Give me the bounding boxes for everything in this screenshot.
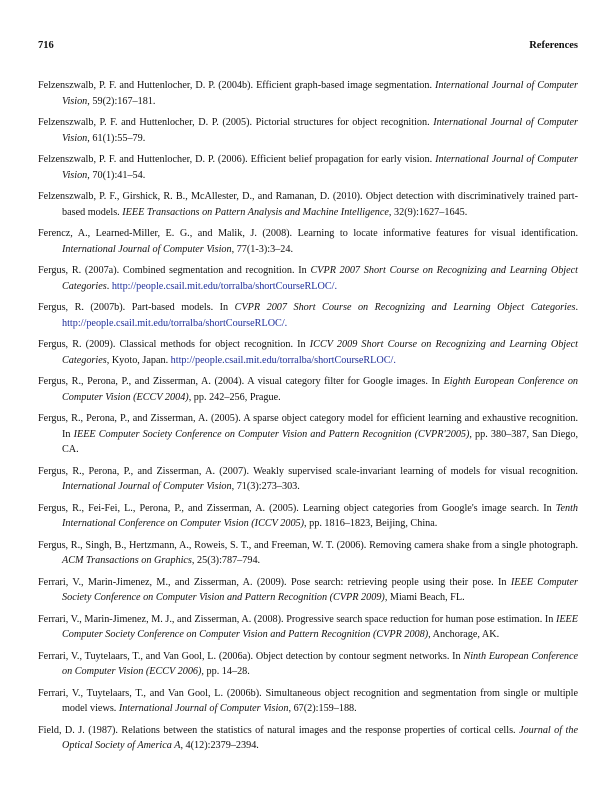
reference-authors: Felzenszwalb, P. F. and Huttenlocher, D. P. (2006).	[38, 154, 248, 165]
reference-details: , 61(1):55–79.	[87, 132, 146, 144]
reference-title: Progressive search space reduction for human pose estimation. In	[286, 613, 554, 625]
reference-title: Weakly supervised scale-invariant learning of models for visual recognition.	[253, 465, 578, 477]
reference-details: , pp. 242–256, Prague.	[188, 391, 281, 403]
reference-authors: Fergus, R., Perona, P., and Zisserman, A. (2004).	[38, 376, 245, 387]
reference-venue: ICCV 2009 Short Course on Recognizing and Learning Object Categories	[62, 339, 578, 366]
reference-entry	[38, 686, 578, 717]
reference-title: Object detection by contour segment networks. In	[255, 650, 461, 662]
reference-details: , 67(2):159–188.	[288, 703, 357, 715]
reference-entry	[38, 538, 578, 569]
reference-details: , 71(3):273–303.	[231, 481, 300, 493]
reference-venue: International Journal of Computer Vision	[62, 154, 578, 181]
reference-venue: International Journal of Computer Vision	[62, 117, 578, 144]
reference-title: A sparse object category model for efficient learning and exhaustive recognition. In	[62, 413, 579, 440]
reference-authors: Field, D. J. (1987).	[38, 724, 118, 736]
reference-entry	[38, 78, 578, 109]
reference-venue: IEEE Computer Society Conference on Computer Vision and Pattern Recognition (CVPR 2008)	[62, 613, 578, 641]
reference-details: , Miami Beach, FL.	[384, 592, 465, 604]
reference-details: , 32(9):1627–1645.	[388, 206, 468, 218]
reference-venue: IEEE Transactions on Pattern Analysis and Machine Intelligence	[122, 206, 389, 218]
reference-details: , pp. 1816–1823, Beijing, China.	[304, 518, 438, 530]
reference-entry	[38, 411, 578, 458]
reference-link[interactable]: http://people.csail.mit.edu/torralba/shortCourseRLOC/.	[111, 280, 338, 292]
reference-authors: Felzenszwalb, P. F. and Huttenlocher, D. P. (2005).	[38, 117, 253, 128]
reference-entry	[38, 723, 578, 754]
reference-authors: Ferencz, A., Learned-Miller, E. G., and Malik, J. (2008).	[38, 228, 293, 239]
reference-authors: Fergus, R. (2009).	[38, 339, 116, 350]
reference-authors: Fergus, R. (2007b).	[38, 302, 126, 313]
reference-title: Efficient graph-based image segmentation.	[256, 80, 432, 91]
reference-venue: IEEE Computer Society Conference on Computer Vision and Pattern Recognition (CVPR'2005)	[73, 428, 470, 440]
reference-title: Relations between the statistics of natural images and the response properties of cortical cells.	[121, 724, 516, 736]
reference-venue: Ninth European Conference on Computer Vision (ECCV 2006)	[62, 650, 578, 678]
reference-entry	[38, 575, 578, 606]
reference-venue: CVPR 2007 Short Course on Recognizing and Learning Object Categories	[62, 265, 579, 292]
reference-authors: Ferrari, V., Marin-Jimenez, M. J., and Zisserman, A. (2008).	[38, 613, 284, 625]
reference-details: , pp. 380–387, San Diego, CA.	[62, 428, 579, 456]
reference-title: Combined segmentation and recognition. In	[122, 265, 307, 276]
reference-authors: Ferrari, V., Marin-Jimenez, M., and Zisserman, A. (2009).	[38, 576, 287, 588]
reference-title: Removing camera shake from a single photograph.	[369, 539, 578, 551]
reference-details: , 25(3):787–794.	[191, 555, 261, 567]
reference-details: , Kyoto, Japan.	[106, 354, 169, 366]
reference-details: .	[575, 302, 578, 313]
reference-entry	[38, 115, 578, 146]
reference-venue: International Journal of Computer Vision	[62, 481, 232, 493]
reference-authors: Fergus, R. (2007a).	[38, 265, 120, 276]
reference-title: Pictorial structures for object recognition.	[255, 117, 430, 128]
reference-entry	[38, 374, 578, 405]
reference-entry	[38, 263, 578, 294]
reference-details: , 59(2):167–181.	[87, 95, 156, 107]
reference-venue: ACM Transactions on Graphics	[62, 555, 192, 567]
reference-venue: Eighth European Conference on Computer Vision (ECCV 2004)	[62, 376, 579, 403]
reference-details: , 70(1):41–54.	[87, 169, 146, 181]
reference-link[interactable]: http://people.csail.mit.edu/torralba/shortCourseRLOC/.	[62, 317, 288, 329]
reference-title: Part-based models. In	[131, 302, 229, 313]
reference-details: , 77(1-3):3–24.	[231, 243, 294, 255]
reference-title: Efficient belief propagation for early vision.	[250, 154, 433, 165]
section-title: References	[529, 40, 578, 51]
reference-details: , 4(12):2379–2394.	[180, 740, 259, 752]
reference-details: , Anchorage, AK.	[428, 629, 500, 641]
reference-entry	[38, 226, 578, 257]
reference-link[interactable]: http://people.csail.mit.edu/torralba/shortCourseRLOC/.	[170, 354, 396, 366]
reference-title: Classical methods for object recognition. In	[119, 339, 306, 350]
reference-title: Pose search: retrieving people using their pose. In	[290, 576, 507, 588]
reference-venue: Tenth International Conference on Computer Vision (ICCV 2005)	[62, 502, 579, 530]
reference-entry	[38, 649, 578, 680]
reference-venue: CVPR 2007 Short Course on Recognizing and Learning Object Categories	[234, 302, 576, 313]
reference-venue: International Journal of Computer Vision	[62, 243, 232, 255]
reference-authors: Felzenszwalb, P. F., Girshick, R. B., McAllester, D., and Ramanan, D. (2010).	[38, 191, 363, 202]
reference-authors: Fergus, R., Perona, P., and Zisserman, A. (2005).	[38, 413, 241, 424]
reference-title: Simultaneous object recognition and segmentation from single or multiple model views.	[62, 687, 578, 715]
reference-list	[38, 78, 578, 760]
reference-entry	[38, 300, 578, 331]
reference-title: Learning to locate informative features for visual identification.	[297, 228, 579, 239]
reference-entry	[38, 337, 578, 368]
reference-venue: International Journal of Computer Vision	[62, 80, 579, 107]
reference-authors: Ferrari, V., Tuytelaars, T., and Van Gool, L. (2006b).	[38, 687, 262, 699]
reference-entry	[38, 464, 578, 495]
reference-entry	[38, 501, 578, 532]
reference-authors: Fergus, R., Fei-Fei, L., Perona, P., and Zisserman, A. (2005).	[38, 502, 299, 514]
reference-entry	[38, 612, 578, 643]
reference-authors: Ferrari, V., Tuytelaars, T., and Van Gool, L. (2006a).	[38, 650, 254, 662]
reference-title: Learning object categories from Google's image search. In	[302, 502, 552, 514]
reference-entry	[38, 152, 578, 183]
reference-authors: Felzenszwalb, P. F. and Huttenlocher, D. P. (2004b).	[38, 80, 254, 91]
reference-title: Object detection with discriminatively trained part-based models.	[62, 191, 579, 218]
reference-venue: Journal of the Optical Society of America A	[62, 724, 579, 752]
reference-details: , pp. 14–28.	[201, 666, 250, 678]
reference-details: .	[106, 280, 110, 292]
page-header	[38, 40, 578, 51]
reference-venue: International Journal of Computer Vision	[118, 703, 289, 715]
page-number: 716	[38, 40, 54, 51]
reference-title: A visual category filter for Google images. In	[247, 376, 440, 387]
reference-authors: Fergus, R., Singh, B., Hertzmann, A., Roweis, S. T., and Freeman, W. T. (2006).	[38, 539, 367, 551]
reference-entry	[38, 189, 578, 220]
reference-venue: IEEE Computer Society Conference on Computer Vision and Pattern Recognition (CVPR 2009)	[62, 576, 578, 604]
reference-authors: Fergus, R., Perona, P., and Zisserman, A. (2007).	[38, 465, 249, 477]
